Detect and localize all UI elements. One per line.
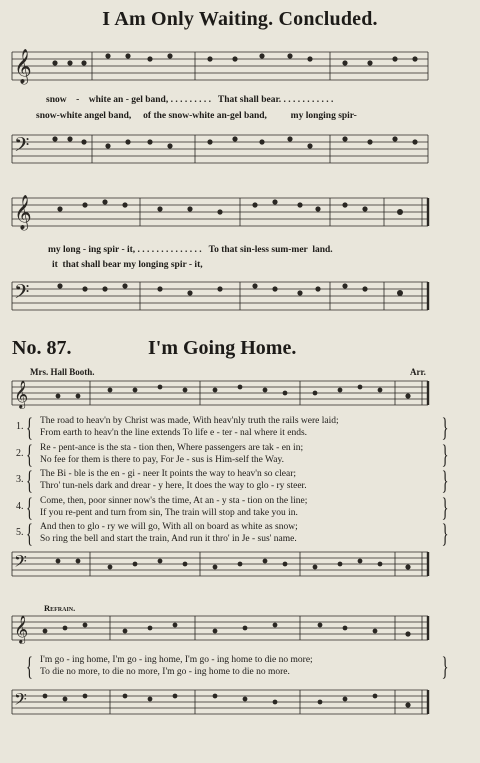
svg-text:𝄞: 𝄞 xyxy=(14,196,32,229)
page-title: I Am Only Waiting. Concluded. xyxy=(102,8,378,30)
music-staff-bass-1 xyxy=(0,125,480,175)
brace-left: { xyxy=(26,466,33,495)
brace-left: { xyxy=(26,493,33,522)
music-staff-bass-2 xyxy=(0,272,480,322)
refrain-line: I'm go - ing home, I'm go - ing home, I'm go - ing home to die no more; xyxy=(40,655,313,665)
verse-line: And then to glo - ry we will go, With all on board as white as snow; xyxy=(40,522,298,532)
brace-right: } xyxy=(441,519,448,548)
verse-line: The Bi - ble is the en - gi - neer It points the way to heav'n so clear; xyxy=(40,469,297,479)
refrain-line: To die no more, to die no more, I'm go - ing home to die no more. xyxy=(40,667,290,677)
verse-2 xyxy=(16,440,448,469)
refrain-lyrics xyxy=(16,652,448,681)
brace-left: { xyxy=(26,519,33,548)
svg-text:𝄢: 𝄢 xyxy=(14,691,27,713)
music-staff-treble-4 xyxy=(0,610,480,650)
music-staff-bass-3 xyxy=(0,546,480,586)
svg-text:𝄞: 𝄞 xyxy=(14,50,32,83)
lyrics-line: snow - white an - gel band, . . . . . . . . . That shall bear. . . . . . . . . . . . xyxy=(46,95,334,105)
music-staff-treble-2 xyxy=(0,188,480,238)
lyrics-line: my long - ing spir - it, . . . . . . . . . . . . . . To that sin-less sum-mer land. xyxy=(48,245,333,255)
brace-right: } xyxy=(441,493,448,522)
brace-left: { xyxy=(26,652,33,681)
svg-text:𝄞: 𝄞 xyxy=(14,617,29,643)
verse-1 xyxy=(16,413,448,442)
brace-left: { xyxy=(26,413,33,442)
hymn-title: I'm Going Home. xyxy=(148,337,297,359)
verse-number: 4. xyxy=(16,501,24,512)
brace-right: } xyxy=(441,652,448,681)
lyrics-line: it that shall bear my longing spir - it, xyxy=(52,260,203,270)
svg-text:𝄞: 𝄞 xyxy=(14,382,29,408)
verse-line: No fee for them is there to pay, For Je - sus is Him-self the Way. xyxy=(40,455,284,465)
brace-left: { xyxy=(26,440,33,469)
brace-right: } xyxy=(441,413,448,442)
verse-4 xyxy=(16,493,448,522)
verse-line: Thro' tun-nels dark and drear - y here, It does the way to glo - ry steer. xyxy=(40,481,307,491)
verse-line: The road to heav'n by Christ was made, With heav'nly truth the rails were laid; xyxy=(40,416,339,426)
verse-line: If you re-pent and turn from sin, The train will stop and take you in. xyxy=(40,508,298,518)
verse-line: Come, then, poor sinner now's the time, At an - y sta - tion on the line; xyxy=(40,496,308,506)
verse-number: 5. xyxy=(16,527,24,538)
hymn-number: No. 87. xyxy=(12,337,72,359)
svg-text:𝄢: 𝄢 xyxy=(14,553,27,575)
hymn-author: Mrs. Hall Booth. xyxy=(30,367,95,377)
lyrics-line: snow-white angel band, of the snow-white an-gel band, my longing spir- xyxy=(36,111,357,121)
music-staff-bass-4 xyxy=(0,684,480,724)
music-staff-treble-1 xyxy=(0,42,480,92)
verse-line: So ring the bell and start the train, And run it thro' in Je - sus' name. xyxy=(40,534,297,544)
verse-line: Re - pent-ance is the sta - tion then, Where passengers are tak - en in; xyxy=(40,443,304,453)
refrain-label: Refrain. xyxy=(44,603,76,613)
verse-number: 2. xyxy=(16,448,24,459)
verse-line: From earth to heav'n the line extends To life e - ter - nal where it ends. xyxy=(40,428,308,438)
music-staff-treble-3 xyxy=(0,377,480,417)
verse-number: 1. xyxy=(16,421,24,432)
brace-right: } xyxy=(441,466,448,495)
svg-text:𝄢: 𝄢 xyxy=(14,282,30,308)
verse-number: 3. xyxy=(16,474,24,485)
verse-3 xyxy=(16,466,448,495)
hymn-arranger: Arr. xyxy=(410,367,426,377)
brace-right: } xyxy=(441,440,448,469)
verse-5 xyxy=(16,519,448,548)
svg-text:𝄢: 𝄢 xyxy=(14,135,30,161)
